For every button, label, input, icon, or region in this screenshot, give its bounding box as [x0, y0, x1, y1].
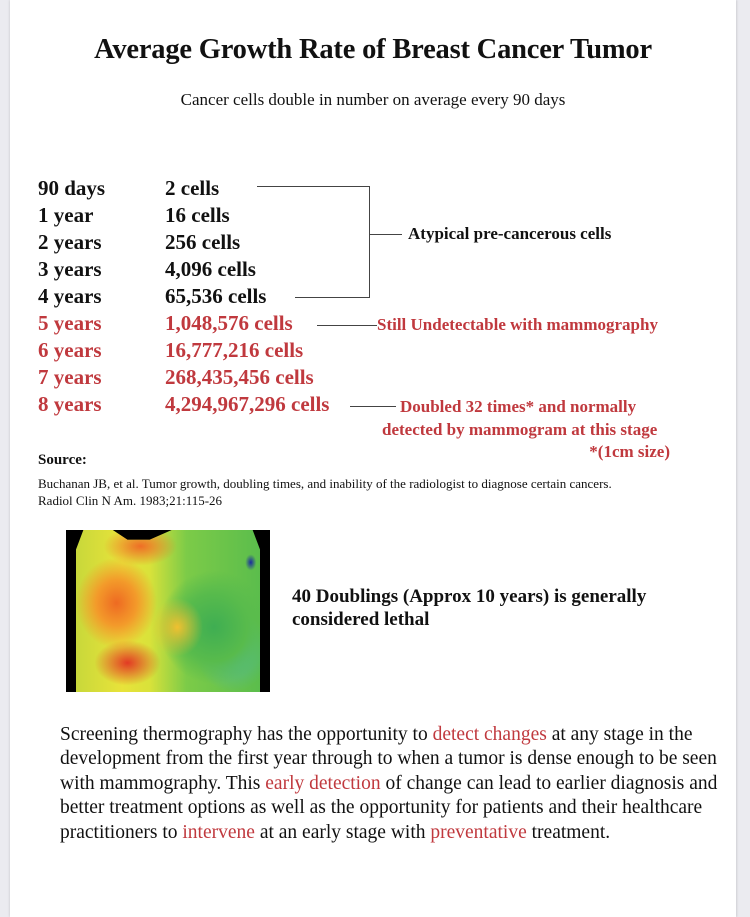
paragraph-text: of change can lead to earlier diagnosis and better treatment options as well as the opportunity for patients and their healthcare practitioners to	[60, 772, 718, 843]
thermal-image	[66, 530, 270, 692]
page-title: Average Growth Rate of Breast Cancer Tumor	[94, 34, 652, 65]
paragraph-text: Screening thermography has the opportunity to	[60, 724, 433, 745]
period-label: 4 years	[38, 284, 102, 308]
bracket-connector-line	[369, 234, 402, 235]
cell-count: 16,777,216 cells	[165, 338, 304, 362]
paragraph-text: at any stage in the development from the first year through to when a tumor is dense enough to be seen with mammography. This	[60, 724, 717, 794]
period-label: 1 year	[38, 203, 94, 227]
document-page	[10, 0, 736, 917]
undetectable-note: Still Undetectable with mammography	[377, 315, 658, 334]
detected-note-line1: Doubled 32 times* and normally	[400, 397, 637, 416]
cell-count: 16 cells	[165, 203, 230, 227]
bracket-bottom-line	[295, 297, 369, 298]
atypical-note: Atypical pre-cancerous cells	[408, 224, 612, 243]
cell-count: 1,048,576 cells	[165, 311, 293, 335]
source-citation-line2: Radiol Clin N Am. 1983;21:115-26	[38, 492, 223, 508]
period-label: 7 years	[38, 365, 102, 389]
period-label: 5 years	[38, 311, 102, 335]
period-label: 8 years	[38, 392, 102, 416]
cell-count: 4,096 cells	[165, 257, 256, 281]
cell-count: 256 cells	[165, 230, 241, 254]
period-label: 2 years	[38, 230, 102, 254]
paragraph-text: at an early stage with	[254, 821, 431, 843]
thermography-paragraph	[60, 723, 720, 845]
detected-note-line2: detected by mammogram at this stage	[382, 419, 658, 439]
period-label: 6 years	[38, 338, 102, 362]
highlight-detect-changes: detect changes	[432, 724, 547, 745]
detected-note-line3: *(1cm size)	[589, 442, 670, 461]
bracket-vertical-line	[369, 186, 370, 298]
highlight-early-detection: early detection	[265, 772, 381, 794]
source-citation	[38, 476, 718, 509]
paragraph-text: treatment.	[526, 821, 611, 843]
cell-count: 2 cells	[165, 176, 220, 200]
page-subtitle: Cancer cells double in number on average every 90 days	[180, 90, 566, 109]
detected-note	[382, 396, 702, 464]
thermal-body-heatmap	[76, 530, 260, 692]
source-label: Source:	[38, 452, 87, 468]
highlight-preventative: preventative	[430, 821, 527, 843]
bracket-top-line	[257, 186, 369, 187]
cell-count: 4,294,967,296 cells	[165, 392, 330, 416]
highlight-intervene: intervene	[182, 821, 255, 843]
period-label: 3 years	[38, 257, 102, 281]
lethal-note: 40 Doublings (Approx 10 years) is generally considered lethal	[292, 586, 647, 630]
source-citation-line1: Buchanan JB, et al. Tumor growth, doubling times, and inability of the radiologist to diagnose certain cancers.	[38, 476, 612, 491]
period-label: 90 days	[38, 176, 106, 200]
undetectable-connector-line	[317, 325, 377, 326]
cell-count: 65,536 cells	[165, 284, 267, 308]
cell-count: 268,435,456 cells	[165, 365, 314, 389]
